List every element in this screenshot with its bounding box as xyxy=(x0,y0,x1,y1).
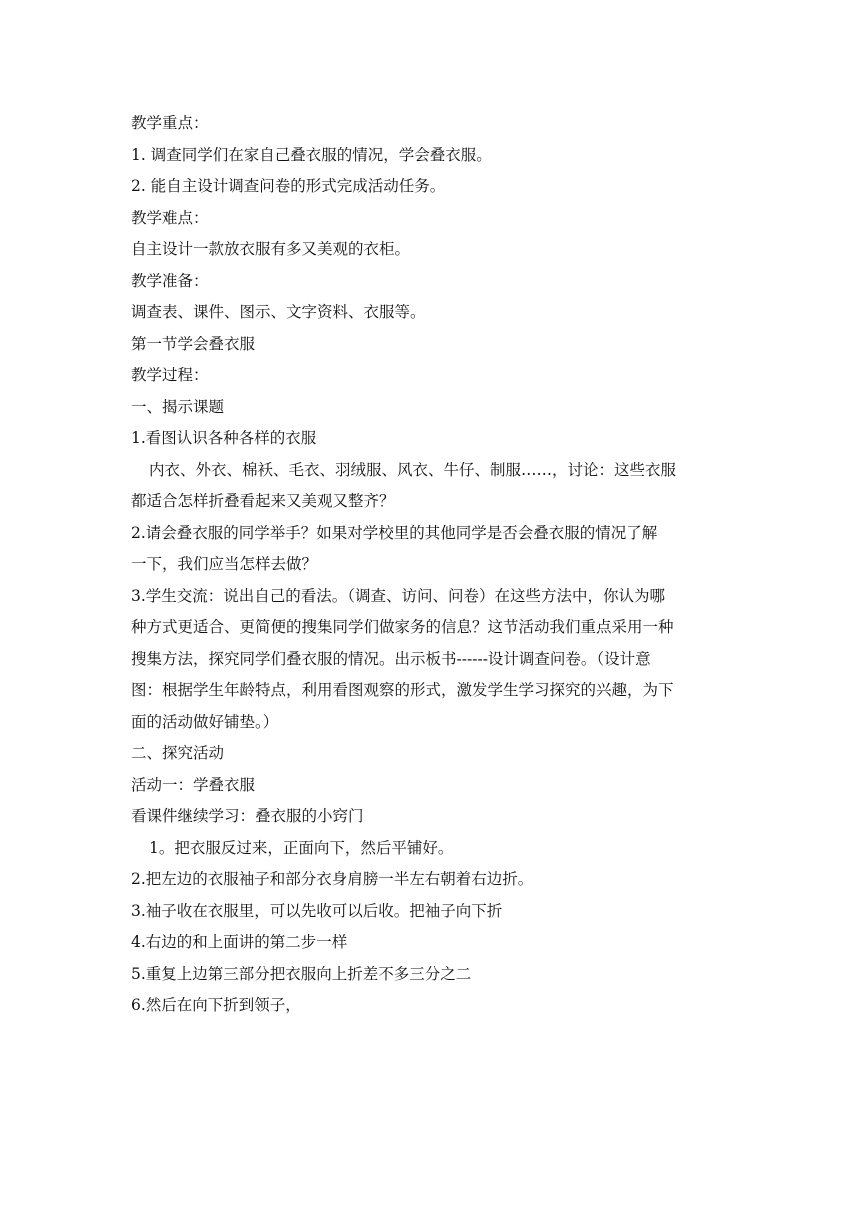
paragraph-line: 看课件继续学习：叠衣服的小窍门 xyxy=(131,807,364,825)
step-item: 2.把左边的衣服袖子和部分衣身肩膀一半左右朝着右边折。 xyxy=(131,870,534,888)
paragraph-line: 1.看图认识各种各样的衣服 xyxy=(131,429,317,447)
paragraph-line: 2.请会叠衣服的同学举手？如果对学校里的其他同学是否会叠衣服的情况了解 xyxy=(131,523,658,542)
paragraph-line: 3.学生交流：说出自己的看法。（调查、访问、问卷）在这些方法中，你认为哪 xyxy=(131,586,666,605)
section-heading-preparation: 教学准备： xyxy=(131,271,209,290)
activity-heading: 活动一：学叠衣服 xyxy=(131,775,256,794)
paragraph-line: 面的活动做好铺垫。） xyxy=(131,712,279,731)
step-item: 4.右边的和上面讲的第二步一样 xyxy=(131,933,348,951)
step-item: 3.袖子收在衣服里，可以先收可以后收。把袖子向下折 xyxy=(131,901,503,920)
paragraph-line: 种方式更适合、更简便的搜集同学们做家务的信息？这节活动我们重点采用一种 xyxy=(131,618,674,636)
paragraph-line: 自主设计一款放衣服有多又美观的衣柜。 xyxy=(131,240,411,258)
section-heading-key-points: 教学重点： xyxy=(131,114,209,132)
subsection-heading: 二、探究活动 xyxy=(131,744,225,762)
paragraph-line: 调查表、课件、图示、文字资料、衣服等。 xyxy=(131,303,426,321)
paragraph-line: 内衣、外衣、棉袄、毛衣、羽绒服、风衣、牛仔、制服……，讨论：这些衣服 xyxy=(149,460,677,479)
paragraph-line: 一下，我们应当怎样去做？ xyxy=(131,555,318,573)
paragraph-line: 图：根据学生年龄特点，利用看图观察的形式，激发学生学习探究的兴趣，为下 xyxy=(131,681,674,699)
lesson-title: 第一节学会叠衣服 xyxy=(131,334,256,353)
step-item: 1。把衣服反过来，正面向下，然后平铺好。 xyxy=(149,838,454,857)
paragraph-line: 搜集方法，探究同学们叠衣服的情况。出示板书------设计调查问卷。（设计意 xyxy=(131,649,651,668)
step-item: 5.重复上边第三部分把衣服向上折差不多三分之二 xyxy=(131,964,472,983)
section-heading-difficulty: 教学难点： xyxy=(131,208,209,227)
subsection-heading: 一、揭示课题 xyxy=(131,397,225,416)
key-point-item: 1. 调查同学们在家自己叠衣服的情况，学会叠衣服。 xyxy=(131,145,492,164)
section-heading-process: 教学过程： xyxy=(131,366,209,384)
step-item: 6.然后在向下折到领子， xyxy=(131,996,301,1014)
paragraph-line: 都适合怎样折叠看起来又美观又整齐？ xyxy=(131,492,395,510)
key-point-item: 2. 能自主设计调查问卷的形式完成活动任务。 xyxy=(131,177,446,195)
document-body xyxy=(131,108,731,1022)
